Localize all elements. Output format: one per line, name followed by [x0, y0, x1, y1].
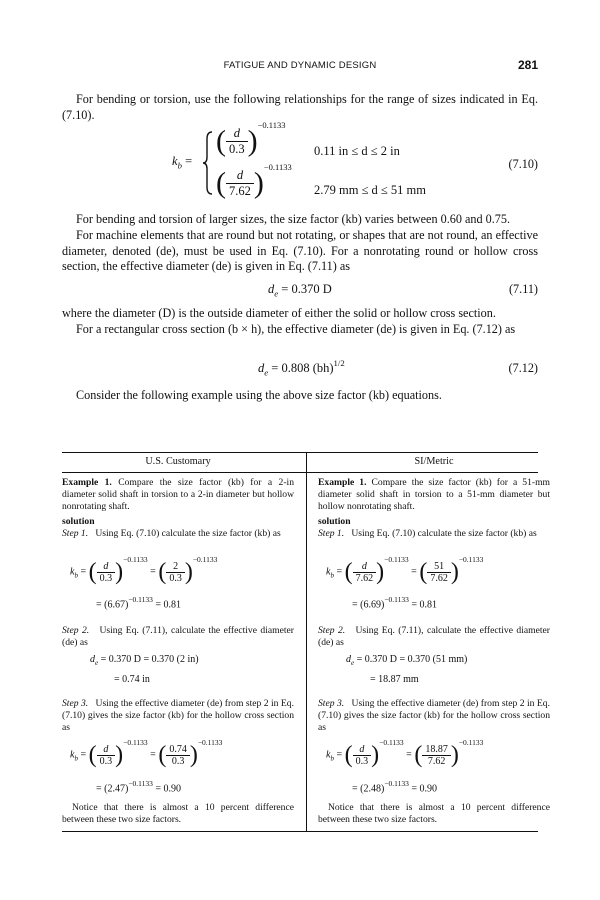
solution-heading: solution: [318, 516, 351, 527]
example-statement: Example 1. Compare the size factor (kb) for a 51-mm diameter solid shaft in torsion to a 51-mm diameter but hollow nonrotating shaft.: [318, 477, 550, 513]
eq-7-10-case1: ( $\frac{d}{0.3}$ )$^{-0.1133}$: [216, 120, 286, 158]
step-2-equation: $d_e = 0.370$ D = 0.370 (51 mm): [346, 654, 468, 667]
page-number: 281: [517, 58, 538, 72]
eq-number-7-11: (7.11): [509, 282, 538, 296]
paragraph-rectangular: For a rectangular cross section (b × h), the effective diameter (de) is given in Eq. (7.12) as: [76, 322, 516, 336]
eq-7-10-lhs: $k_b$ =: [172, 154, 193, 171]
column-us-customary: [62, 453, 294, 831]
step-1-text: Step 1. Using Eq. (7.10) calculate the size factor (kb) as: [318, 528, 537, 539]
step-1-text: Step 1. Using Eq. (7.10) calculate the size factor (kb) as: [62, 528, 281, 539]
comparison-table: [62, 452, 550, 832]
chapter-title: FATIGUE AND DYNAMIC DESIGN: [223, 60, 377, 71]
eq-7-10-cond1: 0.11 in ≤ d ≤ 2 in: [314, 144, 400, 158]
step-1-equation: $k_b$ = ( $\frac{d}{7.62}$ )$^{-0.1133}$ = ( $\frac{51}{7.62}$ )$^{-0.1133}$: [326, 555, 484, 585]
running-header: [62, 60, 538, 76]
step-2-result: = 18.87 mm: [370, 674, 419, 685]
intro-paragraph: For bending or torsion, use the following relationships for the range of sizes indicated in Eq. (7.10).: [62, 92, 538, 122]
column-heading: SI/Metric: [414, 456, 454, 467]
solution-heading: solution: [62, 516, 95, 527]
step-3-result: = $(2.47)^{-0.1133} = 0.90$: [96, 779, 182, 795]
eq-7-10-case2: ( $\frac{d}{7.62}$ )$^{-0.1133}$: [216, 162, 292, 200]
step-2-equation: $d_e = 0.370$ D = 0.370 (2 in): [90, 654, 199, 667]
conclusion-text: Notice that there is almost a 10 percent difference between these two size factors.: [318, 802, 550, 826]
step-3-equation: $k_b$ = ( $\frac{d}{0.3}$ )$^{-0.1133}$ = ( $\frac{0.74}{0.3}$ )$^{-0.1133}$: [70, 738, 223, 768]
step-2-text: Step 2. Using Eq. (7.11), calculate the effective diameter (de) as: [318, 625, 550, 649]
cases-brace: [203, 131, 213, 195]
conclusion-text: Notice that there is almost a 10 percent difference between these two size factors.: [62, 802, 294, 826]
eq-7-11: $d_e = 0.370$ D: [268, 282, 332, 299]
paragraph-consider-example: Consider the following example using the above size factor (kb) equations.: [76, 388, 442, 402]
eq-7-10-cond2: 2.79 mm ≤ d ≤ 51 mm: [314, 183, 426, 197]
paragraph-diameter-definition: where the diameter (D) is the outside diameter of either the solid or hollow cross section.: [62, 306, 496, 320]
example-statement: Example 1. Compare the size factor (kb) for a 2-in diameter solid shaft in torsion to a 2-in diameter but hollow nonrotating shaft.: [62, 477, 294, 513]
step-3-equation: $k_b$ = ( $\frac{d}{0.3}$ )$^{-0.1133}$ = ( $\frac{18.87}{7.62}$ )$^{-0.1133}$: [326, 738, 484, 768]
table-column-divider: [306, 453, 307, 831]
step-3-result: = $(2.48)^{-0.1133} = 0.90$: [352, 779, 438, 795]
step-3-text: Step 3. Using the effective diameter (de) from step 2 in Eq. (7.10) gives the size factor (kb) for the hollow cross section as: [318, 698, 550, 734]
column-heading: U.S. Customary: [145, 456, 211, 467]
step-1-result: = $(6.67)^{-0.1133} = 0.81$: [96, 595, 182, 611]
column-si-metric: [318, 453, 550, 831]
step-1-result: = $(6.69)^{-0.1133} = 0.81$: [352, 595, 438, 611]
step-3-text: Step 3. Using the effective diameter (de) from step 2 in Eq. (7.10) gives the size factor (kb) for the hollow cross section as: [62, 698, 294, 734]
paragraph-effective-diameter: For machine elements that are round but not rotating, or shapes that are not round, an effective diameter, denoted (de), must be used in Eq. (7.10). For a nonrotating round or hollow cross section, the effective diameter (de) is given in Eq. (7.11) as: [62, 228, 538, 273]
paragraph-size-range: For bending and torsion of larger sizes, the size factor (kb) varies between 0.60 and 0.75.: [76, 212, 510, 226]
eq-7-12: $d_e = 0.808$ (bh)$^{1/2}$: [258, 358, 345, 378]
step-2-text: Step 2. Using Eq. (7.11), calculate the effective diameter (de) as: [62, 625, 294, 649]
step-2-result: = 0.74 in: [114, 674, 150, 685]
step-1-equation: $k_b$ = ( $\frac{d}{0.3}$ )$^{-0.1133}$ = ( $\frac{2}{0.3}$ )$^{-0.1133}$: [70, 555, 218, 585]
eq-number-7-12: (7.12): [508, 361, 538, 375]
eq-number-7-10: (7.10): [508, 157, 538, 171]
